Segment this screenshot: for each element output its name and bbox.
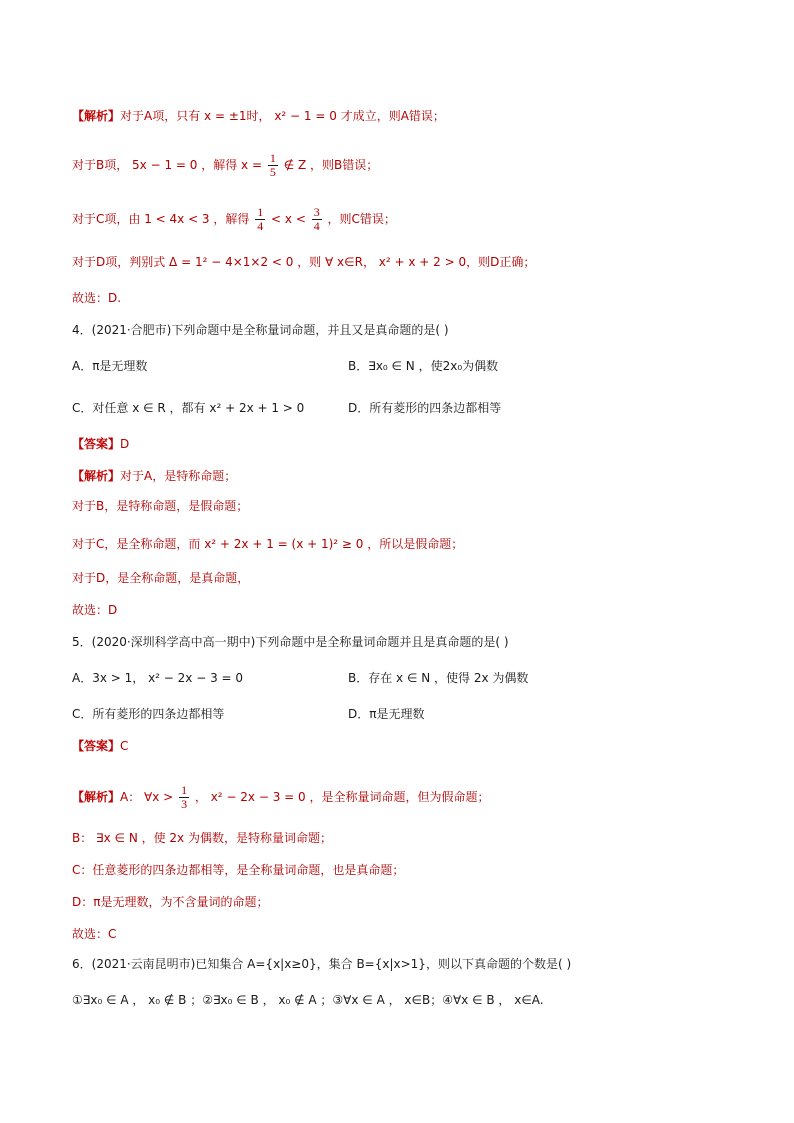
frac-den: 5 — [269, 165, 276, 179]
analysis-tag: 【解析】 — [72, 790, 121, 804]
q4-analysis-3: 对于C，是全称命题，而 x² + 2x + 1 = (x + 1)² ≥ 0 ，所以是假命题； — [72, 537, 464, 551]
q4-analysis-1-text: 对于A，是特称命题； — [120, 469, 237, 483]
fraction-3-4 — [312, 206, 322, 233]
analysis-tag: 【解析】 — [72, 469, 121, 483]
answer-tag: 【答案】 — [72, 437, 121, 451]
q5-option-c: C．所有菱形的四条边都相等 — [72, 707, 225, 721]
q5-answer-value: C — [120, 739, 129, 753]
q4-option-b: B．∃x₀ ∈ N ，使2x₀为偶数 — [348, 359, 499, 373]
frac-den: 3 — [181, 797, 188, 811]
analysis3-line-a — [72, 108, 445, 124]
analysis3-line-c — [72, 206, 396, 233]
analysis3-conclusion: 故选：D. — [72, 291, 122, 305]
frac-den: 4 — [257, 219, 264, 233]
q5-conclusion: 故选：C — [72, 927, 117, 941]
analysis3-line-b — [72, 152, 378, 179]
q6-stem: 6．(2021·云南昆明市)已知集合 A={x|x≥0}，集合 B={x|x>1}，则以下真命题的个数是( ) — [72, 957, 572, 971]
q4-option-a: A．π是无理数 — [72, 359, 148, 373]
q5-option-d: D．π是无理数 — [348, 707, 425, 721]
q5-analysis-4: D：π是无理数，为不含量词的命题； — [72, 895, 269, 909]
q5-option-a: A．3x > 1， x² − 2x − 3 = 0 — [72, 671, 244, 685]
q4-answer — [72, 436, 129, 452]
analysis3-c-post: ，则C错误； — [327, 212, 396, 226]
fraction-1-5 — [268, 152, 278, 179]
q4-conclusion: 故选：D — [72, 603, 118, 617]
q4-analysis-1 — [72, 468, 236, 484]
q5-analysis-3: C：任意菱形的四条边都相等，是全称量词命题，也是真命题； — [72, 863, 405, 877]
frac-den: 4 — [313, 219, 320, 233]
q5-stem: 5．(2020·深圳科学高中高一期中)下列命题中是全称量词命题并且是真命题的是( ) — [72, 635, 509, 649]
analysis3-a-text: 对于A项，只有 x = ±1时， x² − 1 = 0 才成立，则A错误； — [120, 109, 445, 123]
q5-option-b: B．存在 x ∈ N ，使得 2x 为偶数 — [348, 671, 529, 685]
q4-stem: 4．(2021·合肥市)下列命题中是全称量词命题，并且又是真命题的是( ) — [72, 323, 449, 337]
q6-statements: ①∃x₀ ∈ A ， x₀ ∉ B ；②∃x₀ ∈ B ， x₀ ∉ A ；③∀x ∈ A ， x∈B；④∀x ∈ B ， x∈A. — [72, 993, 544, 1007]
answer-tag: 【答案】 — [72, 739, 121, 753]
q5-analysis-1 — [72, 784, 490, 811]
analysis3-c-pre: 对于C项，由 1 < 4x < 3 ，解得 — [72, 212, 250, 226]
q5-a1-post: ， x² − 2x − 3 = 0 ，是全称量词命题，但为假命题； — [194, 790, 490, 804]
fraction-1-3 — [179, 784, 189, 811]
q5-answer — [72, 738, 128, 754]
fraction-1-4 — [255, 206, 265, 233]
q4-answer-value: D — [120, 437, 130, 451]
q5-analysis-2: B： ∃x ∈ N ，使 2x 为偶数，是特称量词命题； — [72, 831, 332, 845]
q4-analysis-4: 对于D，是全称命题，是真命题， — [72, 571, 250, 585]
analysis3-b-post: ∉ Z ，则B错误； — [283, 158, 379, 172]
frac-num: 3 — [313, 205, 320, 219]
q4-option-c: C．对任意 x ∈ R ，都有 x² + 2x + 1 > 0 — [72, 401, 305, 415]
analysis3-line-d: 对于D项，判别式 Δ = 1² − 4×1×2 < 0 ，则 ∀ x∈R， x² + x + 2 > 0，则D正确； — [72, 255, 536, 269]
frac-num: 1 — [269, 151, 276, 165]
analysis-tag: 【解析】 — [72, 109, 121, 123]
q5-a1-pre: A： ∀x > — [120, 790, 174, 804]
q4-option-d: D．所有菱形的四条边都相等 — [348, 401, 502, 415]
analysis3-b-pre: 对于B项， 5x − 1 = 0 ，解得 x = — [72, 158, 263, 172]
frac-num: 1 — [257, 205, 264, 219]
q4-analysis-2: 对于B，是特称命题，是假命题； — [72, 499, 249, 513]
analysis3-c-mid: < x < — [271, 212, 306, 226]
frac-num: 1 — [181, 783, 188, 797]
